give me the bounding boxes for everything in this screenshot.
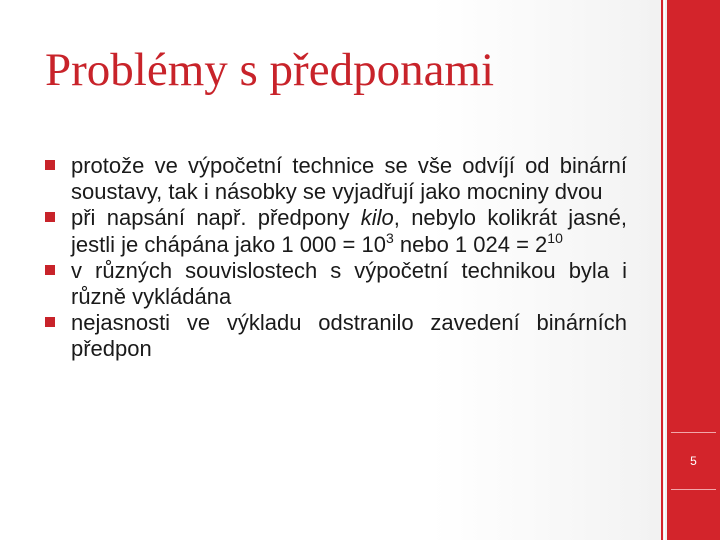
bullet-text-part: nebo 1 024 = 2: [393, 231, 548, 257]
bullet-item: [45, 153, 627, 205]
bullet-text: protože ve výpočetní technice se vše odvíjí od binární soustavy, tak i násobky se vyjadřují jako mocniny dvou: [71, 153, 627, 205]
bullet-list: [45, 153, 627, 363]
superscript-exponent: 10: [547, 229, 563, 246]
superscript-exponent: 3: [385, 229, 394, 246]
bullet-text: nejasnosti ve výkladu odstranilo zavedení binárních předpon: [71, 310, 627, 362]
bullet-text-part: , nebylo kolikrát jasné, jestli je chápána jako 1 000 = 10: [71, 205, 627, 257]
bullet-italic-term: kilo: [360, 205, 394, 231]
page-number-box: [671, 432, 716, 490]
bullet-item: [45, 205, 627, 257]
sidebar-divider: [661, 0, 663, 540]
page-number: 5: [690, 454, 697, 468]
slide-title: Problémy s předponami: [45, 44, 495, 96]
bullet-square-icon: [45, 160, 55, 170]
bullet-text-part: při napsání např. předpony: [71, 205, 361, 231]
bullet-item: [45, 310, 627, 362]
sidebar-divider: [664, 0, 665, 540]
bullet-text: v různých souvislostech s výpočetní technikou byla i různě vykládána: [71, 257, 627, 310]
bullet-square-icon: [45, 212, 55, 222]
bullet-square-icon: [45, 265, 55, 275]
bullet-square-icon: [45, 317, 55, 327]
bullet-item: [45, 258, 627, 310]
